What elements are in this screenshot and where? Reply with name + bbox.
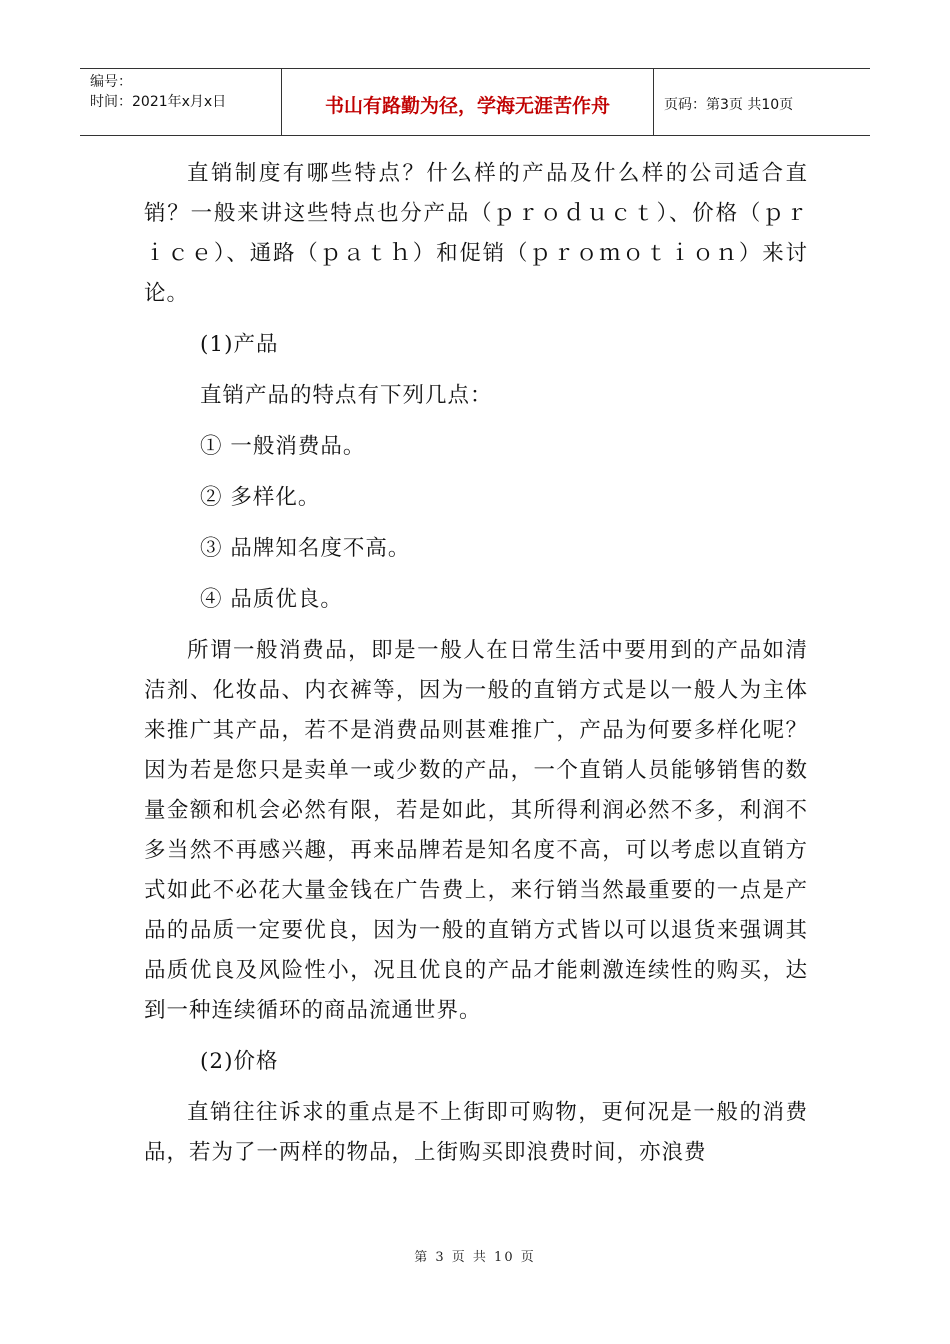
- product-body-paragraph: 所谓一般消费品，即是一般人在日常生活中要用到的产品如清洁剂、化妆品、内衣裤等，因为一般的直销方式是以一般人为主体来推广其产品，若不是消费品则甚难推广，产品为何要多样化呢？因为若是您只是卖单一或少数的产品，一个直销人员能够销售的数量金额和机会必然有限，若是如此，其所得利润必然不多，利润不多当然不再感兴趣，再来品牌若是知名度不高，可以考虑以直销方式如此不必花大量金钱在广告费上，来行销当然最重要的一点是产品的品质一定要优良，因为一般的直销方式皆以可以退货来强调其品质优良及风险性小，况且优良的产品才能刺激连续性的购买，达到一种连续循环的商品流通世界。: [144, 638, 808, 1023]
- header-meta-cell: [80, 69, 282, 135]
- list-item: ③ 品牌知名度不高。: [200, 536, 411, 561]
- page-header: [80, 68, 870, 136]
- page-footer: 第 3 页 共 10 页: [414, 1250, 536, 1265]
- section-heading-product: (1)产品: [200, 332, 279, 357]
- section-lead: 直销产品的特点有下列几点：: [200, 383, 493, 408]
- doc-time-label: 时间：2021年x月x日: [90, 94, 227, 110]
- price-body-paragraph: 直销往往诉求的重点是不上街即可购物，更何况是一般的消费品，若为了一两样的物品，上街购买即浪费时间，亦浪费: [144, 1100, 808, 1165]
- list-item: ④ 品质优良。: [200, 587, 343, 612]
- intro-paragraph: 直销制度有哪些特点？什么样的产品及什么样的公司适合直销？一般来讲这些特点也分产品（ｐｒｏｄｕｃｔ）、价格（ｐｒｉｃｅ）、通路（ｐａｔｈ）和促销（ｐｒｏｍｏｔｉｏｎ）来讨论。: [144, 161, 808, 306]
- doc-number-label: 编号：: [90, 74, 132, 90]
- document-body: [144, 150, 808, 1184]
- header-page-info: 页码：第3页 共10页: [664, 97, 794, 113]
- section-heading-price: (2)价格: [200, 1049, 279, 1074]
- list-item: ② 多样化。: [200, 485, 321, 510]
- list-item: ① 一般消费品。: [200, 434, 366, 459]
- header-motto: 书山有路勤为径，学海无涯苦作舟: [282, 69, 654, 135]
